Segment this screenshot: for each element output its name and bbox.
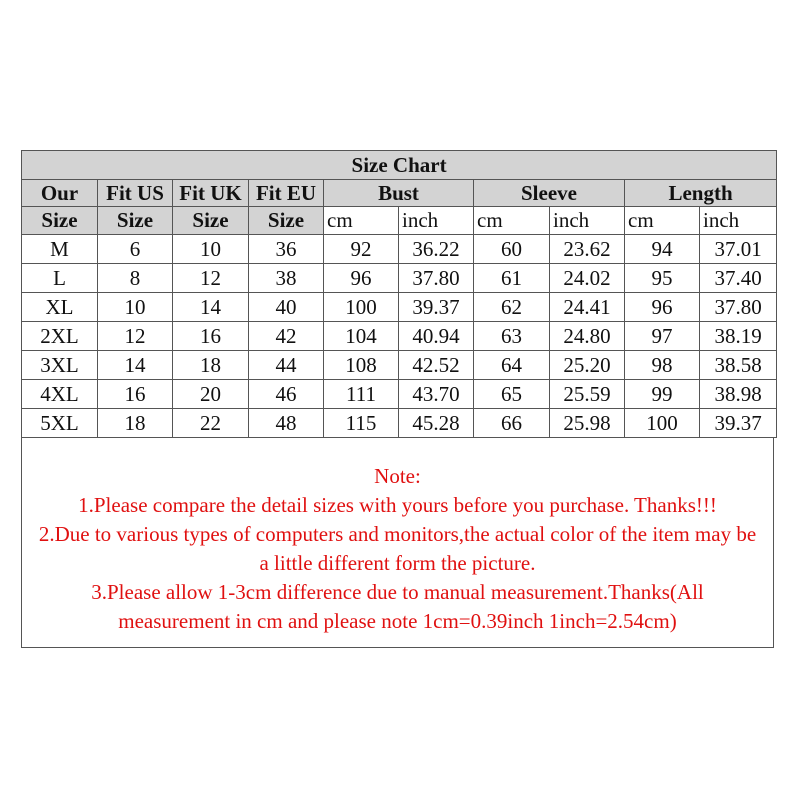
cell-sleeve-inch: 25.98 — [550, 409, 625, 438]
cell-length-cm: 95 — [625, 264, 700, 293]
cell-length-inch: 37.80 — [700, 293, 777, 322]
cell-sleeve-cm: 62 — [474, 293, 550, 322]
cell-sleeve-cm: 65 — [474, 380, 550, 409]
note-line-2: 2.Due to various types of computers and monitors,the actual color of the item may be — [38, 522, 757, 546]
table-row — [22, 235, 777, 264]
cell-fit-eu: 40 — [249, 293, 324, 322]
cell-bust-cm: 96 — [324, 264, 399, 293]
length-cm-unit: cm — [625, 207, 700, 235]
cell-bust-cm: 115 — [324, 409, 399, 438]
bust-inch-unit: inch — [399, 207, 474, 235]
cell-fit-us: 12 — [98, 322, 173, 351]
cell-length-inch: 37.40 — [700, 264, 777, 293]
cell-length-cm: 96 — [625, 293, 700, 322]
cell-bust-cm: 100 — [324, 293, 399, 322]
cell-bust-inch: 42.52 — [399, 351, 474, 380]
cell-our-size: XL — [22, 293, 98, 322]
size-chart-table — [21, 150, 777, 438]
sleeve-cm-unit: cm — [474, 207, 550, 235]
cell-fit-uk: 16 — [173, 322, 249, 351]
cell-sleeve-inch: 23.62 — [550, 235, 625, 264]
cell-length-inch: 38.19 — [700, 322, 777, 351]
header-bust: Bust — [324, 180, 474, 207]
cell-length-cm: 98 — [625, 351, 700, 380]
cell-fit-us: 18 — [98, 409, 173, 438]
note-line-5: measurement in cm and please note 1cm=0.39inch 1inch=2.54cm) — [118, 609, 677, 633]
note-heading: Note: — [374, 464, 421, 488]
header-fit-us-line1: Fit US — [98, 180, 173, 207]
table-row — [22, 380, 777, 409]
cell-bust-cm: 104 — [324, 322, 399, 351]
cell-fit-eu: 46 — [249, 380, 324, 409]
note-line-4: 3.Please allow 1-3cm difference due to manual measurement.Thanks(All — [91, 580, 704, 604]
cell-fit-us: 16 — [98, 380, 173, 409]
cell-fit-uk: 20 — [173, 380, 249, 409]
bust-cm-unit: cm — [324, 207, 399, 235]
header-sleeve: Sleeve — [474, 180, 625, 207]
cell-fit-us: 8 — [98, 264, 173, 293]
header-fit-uk-line2: Size — [173, 207, 249, 235]
cell-sleeve-cm: 64 — [474, 351, 550, 380]
cell-bust-inch: 43.70 — [399, 380, 474, 409]
cell-our-size: 5XL — [22, 409, 98, 438]
header-our-size-line2: Size — [22, 207, 98, 235]
note-line-3: a little different form the picture. — [259, 551, 536, 575]
cell-fit-eu: 42 — [249, 322, 324, 351]
cell-fit-eu: 36 — [249, 235, 324, 264]
header-fit-eu-line2: Size — [249, 207, 324, 235]
table-row — [22, 409, 777, 438]
cell-sleeve-inch: 25.59 — [550, 380, 625, 409]
cell-bust-inch: 39.37 — [399, 293, 474, 322]
table-row — [22, 293, 777, 322]
cell-our-size: 2XL — [22, 322, 98, 351]
cell-sleeve-inch: 24.02 — [550, 264, 625, 293]
cell-our-size: 3XL — [22, 351, 98, 380]
cell-length-inch: 38.58 — [700, 351, 777, 380]
table-row — [22, 351, 777, 380]
cell-our-size: 4XL — [22, 380, 98, 409]
cell-fit-eu: 44 — [249, 351, 324, 380]
cell-sleeve-cm: 63 — [474, 322, 550, 351]
cell-length-cm: 97 — [625, 322, 700, 351]
cell-length-inch: 38.98 — [700, 380, 777, 409]
cell-fit-uk: 10 — [173, 235, 249, 264]
table-row — [22, 264, 777, 293]
cell-fit-uk: 14 — [173, 293, 249, 322]
table-row — [22, 322, 777, 351]
sleeve-inch-unit: inch — [550, 207, 625, 235]
chart-title: Size Chart — [22, 151, 777, 180]
cell-fit-uk: 22 — [173, 409, 249, 438]
cell-sleeve-inch: 24.80 — [550, 322, 625, 351]
cell-sleeve-cm: 66 — [474, 409, 550, 438]
cell-fit-us: 10 — [98, 293, 173, 322]
header-our-size-line1: Our — [22, 180, 98, 207]
cell-length-inch: 37.01 — [700, 235, 777, 264]
cell-bust-cm: 92 — [324, 235, 399, 264]
header-fit-uk-line1: Fit UK — [173, 180, 249, 207]
cell-length-cm: 94 — [625, 235, 700, 264]
cell-fit-uk: 12 — [173, 264, 249, 293]
cell-sleeve-cm: 60 — [474, 235, 550, 264]
cell-our-size: L — [22, 264, 98, 293]
cell-bust-inch: 45.28 — [399, 409, 474, 438]
length-inch-unit: inch — [700, 207, 777, 235]
cell-bust-inch: 36.22 — [399, 235, 474, 264]
cell-fit-uk: 18 — [173, 351, 249, 380]
header-fit-us-line2: Size — [98, 207, 173, 235]
cell-bust-cm: 111 — [324, 380, 399, 409]
cell-sleeve-inch: 24.41 — [550, 293, 625, 322]
note-box — [21, 438, 774, 648]
cell-fit-eu: 38 — [249, 264, 324, 293]
cell-bust-inch: 40.94 — [399, 322, 474, 351]
header-length: Length — [625, 180, 777, 207]
cell-length-cm: 100 — [625, 409, 700, 438]
cell-length-inch: 39.37 — [700, 409, 777, 438]
cell-fit-eu: 48 — [249, 409, 324, 438]
cell-bust-cm: 108 — [324, 351, 399, 380]
cell-sleeve-cm: 61 — [474, 264, 550, 293]
cell-sleeve-inch: 25.20 — [550, 351, 625, 380]
header-fit-eu-line1: Fit EU — [249, 180, 324, 207]
note-line-1: 1.Please compare the detail sizes with yours before you purchase. Thanks!!! — [78, 493, 717, 517]
cell-fit-us: 14 — [98, 351, 173, 380]
cell-our-size: M — [22, 235, 98, 264]
cell-bust-inch: 37.80 — [399, 264, 474, 293]
cell-fit-us: 6 — [98, 235, 173, 264]
cell-length-cm: 99 — [625, 380, 700, 409]
